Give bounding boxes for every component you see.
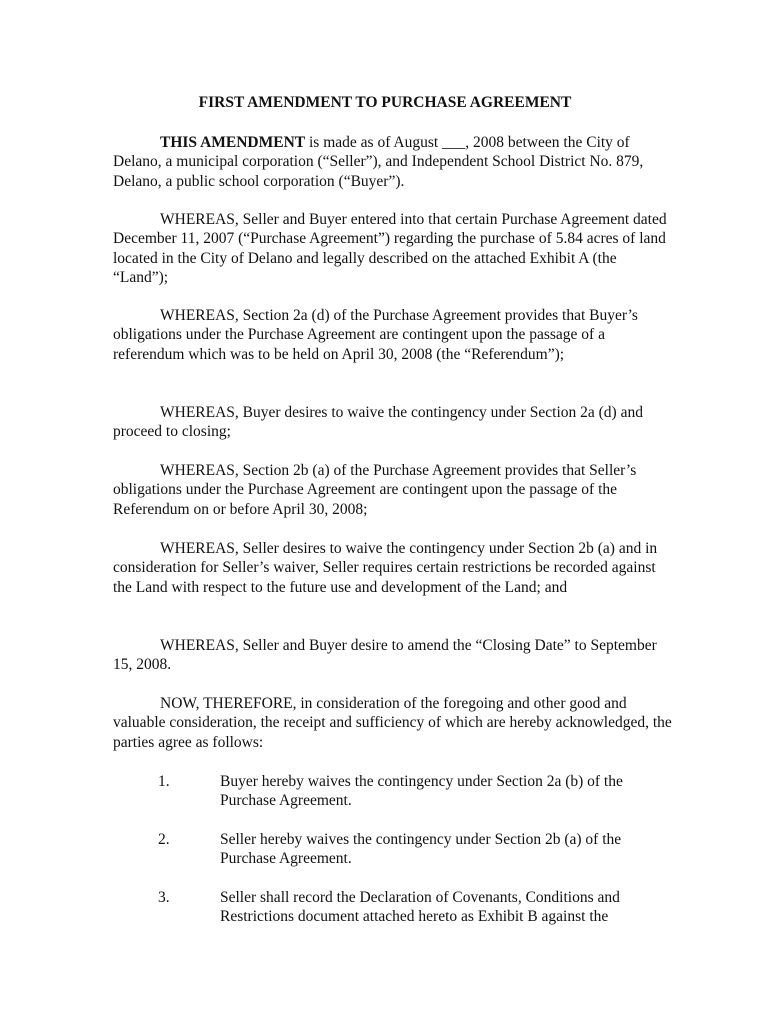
intro-paragraph [113,133,673,191]
recital-paragraph-2: WHEREAS, Section 2a (d) of the Purchase Agreement provides that Buyer’s obligations under the Purchase Agreement are contingent upon the passage of a referendum which was to be held on April 30, 2008 (the “Referendum”); [113,307,638,363]
list-item-number: 3. [158,889,170,906]
recital-paragraph-1: WHEREAS, Seller and Buyer entered into that certain Purchase Agreement dated December 11, 2007 (“Purchase Agreement”) regarding the purchase of 5.84 acres of land located in the City of Delano and legally described on the attached Exhibit A (the “Land”); [113,211,667,286]
list-item-text: Seller shall record the Declaration of Covenants, Conditions and Restrictions document attached hereto as Exhibit B against the [220,889,620,926]
recital-paragraph-6: WHEREAS, Seller and Buyer desire to amend the “Closing Date” to September 15, 2008. [113,637,657,674]
recital-paragraph-4: WHEREAS, Section 2b (a) of the Purchase Agreement provides that Seller’s obligations under the Purchase Agreement are contingent upon the passage of the Referendum on or before April 30, 2008; [113,462,637,518]
document-title: FIRST AMENDMENT TO PURCHASE AGREEMENT [198,94,572,111]
list-item-text: Buyer hereby waives the contingency under Section 2a (b) of the Purchase Agreement. [220,773,623,810]
intro-lead: THIS AMENDMENT [160,134,306,151]
list-item-number: 1. [158,773,170,790]
recital-paragraph-3: WHEREAS, Buyer desires to waive the contingency under Section 2a (d) and proceed to closing; [113,404,643,441]
recital-paragraph-5: WHEREAS, Seller desires to waive the contingency under Section 2b (a) and in consideration for Seller’s waiver, Seller requires certain restrictions be recorded against the Land with respect to the future use and development of the Land; and [113,540,658,596]
intro-text: is made as of August ___, 2008 between the City of Delano, a municipal corporation (“Seller”), and Independent School District No. 879, Delano, a public school corporation (“Buyer”). [113,134,644,190]
operative-paragraph: NOW, THEREFORE, in consideration of the foregoing and other good and valuable consideration, the receipt and sufficiency of which are hereby acknowledged, the parties agree as follows: [113,695,672,751]
list-item-number: 2. [158,831,170,848]
list-item-text: Seller hereby waives the contingency under Section 2b (a) of the Purchase Agreement. [220,831,622,868]
